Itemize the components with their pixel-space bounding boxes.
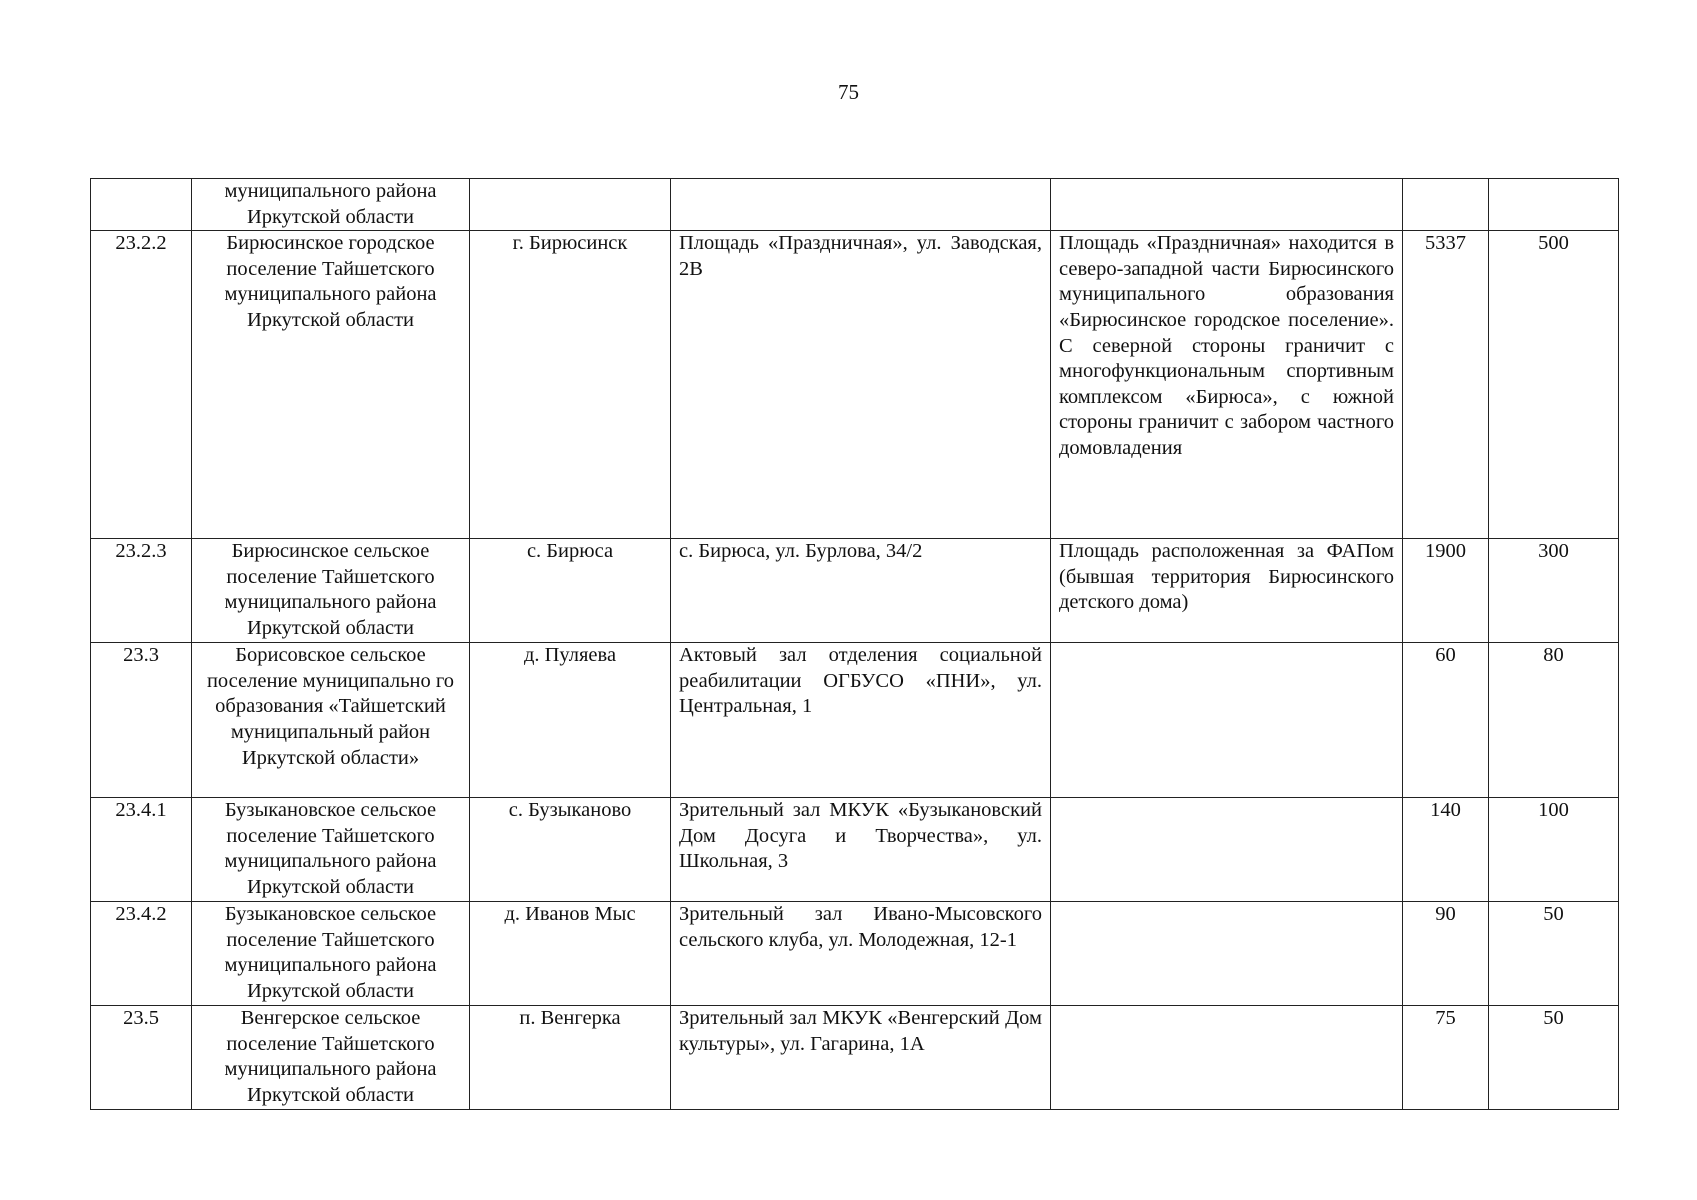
place-cell: Зрительный зал МКУК «Бузыкановский Дом Досуга и Творчества», ул. Школьная, 3	[671, 798, 1051, 902]
table-row	[91, 1006, 1619, 1110]
settlement-cell: с. Бузыканово	[470, 798, 671, 902]
place-cell: Зрительный зал Ивано-Мысовского сельского клуба, ул. Молодежная, 12-1	[671, 902, 1051, 1006]
table-row	[91, 902, 1619, 1006]
place-cell: Площадь «Праздничная», ул. Заводская, 2В	[671, 231, 1051, 539]
description-cell: Площадь «Праздничная» находится в северо-западной части Бирюсинского муниципального образования «Бирюсинское городское поселение». С северной стороны граничит с многофункциональным спортивным комплексом «Бирюса», с южной стороны граничит с забором частного домовладения	[1051, 231, 1403, 539]
municipality-cell: Бирюсинское городское поселение Тайшетского муниципального района Иркутской области	[192, 231, 470, 539]
table-row	[91, 798, 1619, 902]
municipality-cell: Борисовское сельское поселение муниципально го образования «Тайшетский муниципальный район Иркутской области»	[192, 643, 470, 798]
table-row	[91, 231, 1619, 539]
row-number-cell: 23.4.2	[91, 902, 192, 1006]
page-number: 75	[838, 80, 859, 104]
capacity-cell: 50	[1489, 1006, 1619, 1110]
municipality-cell: муниципального района Иркутской области	[192, 179, 470, 231]
description-cell	[1051, 643, 1403, 798]
settlement-cell: г. Бирюсинск	[470, 231, 671, 539]
row-number-cell	[91, 179, 192, 231]
row-number-cell: 23.2.3	[91, 539, 192, 643]
row-number-cell: 23.5	[91, 1006, 192, 1110]
description-cell	[1051, 902, 1403, 1006]
row-number-cell: 23.3	[91, 643, 192, 798]
capacity-cell: 50	[1489, 902, 1619, 1006]
capacity-cell: 80	[1489, 643, 1619, 798]
capacity-cell	[1489, 179, 1619, 231]
description-cell	[1051, 179, 1403, 231]
table-row	[91, 539, 1619, 643]
place-cell: с. Бирюса, ул. Бурлова, 34/2	[671, 539, 1051, 643]
area-cell: 140	[1403, 798, 1489, 902]
settlement-cell: д. Иванов Мыс	[470, 902, 671, 1006]
settlement-cell	[470, 179, 671, 231]
description-cell	[1051, 1006, 1403, 1110]
capacity-cell: 100	[1489, 798, 1619, 902]
table-row	[91, 179, 1619, 231]
table-row	[91, 643, 1619, 798]
place-cell: Актовый зал отделения социальной реабилитации ОГБУСО «ПНИ», ул. Центральная, 1	[671, 643, 1051, 798]
area-cell: 5337	[1403, 231, 1489, 539]
description-cell: Площадь расположенная за ФАПом (бывшая территория Бирюсинского детского дома)	[1051, 539, 1403, 643]
capacity-cell: 500	[1489, 231, 1619, 539]
place-cell	[671, 179, 1051, 231]
area-cell: 60	[1403, 643, 1489, 798]
area-cell: 75	[1403, 1006, 1489, 1110]
settlement-cell: п. Венгерка	[470, 1006, 671, 1110]
municipality-cell: Бузыкановское сельское поселение Тайшетского муниципального района Иркутской области	[192, 798, 470, 902]
settlement-cell: д. Пуляева	[470, 643, 671, 798]
area-cell: 1900	[1403, 539, 1489, 643]
place-cell: Зрительный зал МКУК «Венгерский Дом культуры», ул. Гагарина, 1А	[671, 1006, 1051, 1110]
area-cell	[1403, 179, 1489, 231]
municipality-cell: Бузыкановское сельское поселение Тайшетского муниципального района Иркутской области	[192, 902, 470, 1006]
municipality-cell: Венгерское сельское поселение Тайшетского муниципального района Иркутской области	[192, 1006, 470, 1110]
capacity-cell: 300	[1489, 539, 1619, 643]
settlement-cell: с. Бирюса	[470, 539, 671, 643]
row-number-cell: 23.2.2	[91, 231, 192, 539]
venues-table	[90, 178, 1619, 1110]
area-cell: 90	[1403, 902, 1489, 1006]
row-number-cell: 23.4.1	[91, 798, 192, 902]
municipality-cell: Бирюсинское сельское поселение Тайшетского муниципального района Иркутской области	[192, 539, 470, 643]
description-cell	[1051, 798, 1403, 902]
